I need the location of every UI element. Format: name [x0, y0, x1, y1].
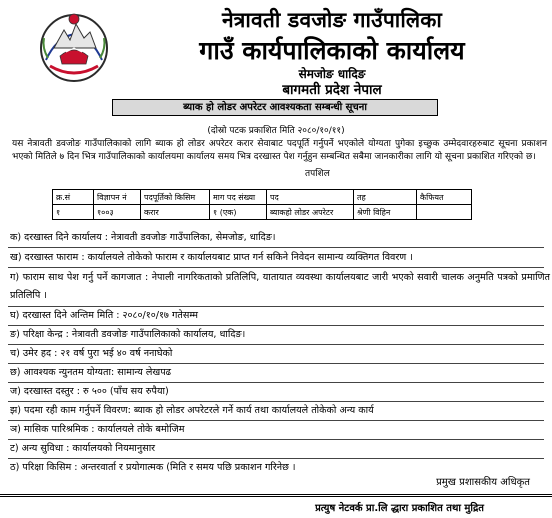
table-row	[53, 205, 472, 220]
list-item: ठ) परिक्षा किसिम : अन्तरवार्ता र प्रयोगात्मक (मिति र समय पछि प्रकाशन गरिनेछ ।	[10, 462, 296, 473]
signatory-title: प्रमुख प्रशासकीय अधिकृत	[436, 477, 530, 488]
intro-paragraph: यस नेत्रावती डवजोङ गाउँपालिकाको लागि ब्याक हो लोडर अपरेटर करार सेवाबाट पदपूर्ति गर्नुपर्ने भएकोले योग्यता पुगेका इच्छुक उम्मेदवारहरुबाट सूचना प्रकाशन भएको मितिले ७ दिन भित्र गाउँपालिकाको कार्यालयमा कार्यालय समय भित्र दरखास्त पेश गर्नुहुन सम्बन्धित सबैमा जानकारीका लागि यो सूचना प्रकाशित गरिएको छ।	[12, 139, 547, 162]
list-item: ङ) परिक्षा केन्द्र : नेत्रावती डवजोङ गाउँपालिकाको कार्यालय, धादिङ।	[10, 329, 246, 340]
table-cell: १ (एक)	[210, 205, 267, 220]
table-header: पदपूर्तिको किसिम	[141, 190, 210, 205]
table-header: तह	[354, 190, 417, 205]
municipality-name: नेत्रावती डवजोङ गाउँपालिका	[221, 8, 443, 32]
table-header: क्र.सं	[53, 190, 94, 205]
nepal-emblem-icon	[36, 8, 112, 84]
list-item: ख) दरखास्त फाराम : कार्यालयले तोकेको फाराम र कार्यालयबाट प्राप्त गर्न सकिने निवेदन सामान्य व्यक्तिगत विवरण ।	[10, 252, 413, 263]
list-item: ञ) मासिक पारिश्रमिक : कार्यालयले तोके बमोजिम	[10, 424, 185, 435]
office-address: सेमजोङ धादिङ	[298, 67, 366, 81]
list-item: ट) अन्य सुविधा : कार्यालयको नियमानुसार	[10, 443, 156, 454]
table-cell: १	[53, 205, 94, 220]
list-item: क) दरखास्त दिने कार्यालय : नेत्रावती डवजोङ गाउँपालिका, सेमजोङ, धादिङ।	[10, 232, 276, 243]
list-item: ज) दरखास्त दस्तुर : रु ५०० (पाँच सय रुपैया)	[10, 386, 169, 397]
table-header: कैफियत	[417, 190, 472, 205]
vacancy-table	[52, 189, 472, 220]
publisher-credit: प्रत्युष नेटवर्क प्रा.लि द्धारा प्रकाशित तथा मुद्रित	[315, 503, 484, 514]
table-cell: १००३	[94, 205, 141, 220]
details-heading: तपशिल	[305, 169, 330, 179]
table-cell: करार	[141, 205, 210, 220]
list-item: झ) पदमा रही काम गर्नुपर्ने विवरण: ब्याक हो लोडर अपरेटरले गर्ने कार्य तथा कार्यालयले तोकेको अन्य कार्य	[10, 405, 374, 416]
table-header: पद	[267, 190, 354, 205]
list-item: च) उमेर हद : २१ वर्ष पुरा भई ४० वर्ष ननाघेको	[10, 348, 173, 359]
table-cell	[417, 205, 472, 220]
notice-title: ब्याक हो लोडर अपरेटर आवश्यकता सम्बन्धी सूचना	[112, 99, 438, 116]
list-item: घ) दरखास्त दिने अन्तिम मिति : २०८०/१०/१७ गतेसम्म	[10, 310, 198, 321]
table-header: माग पद संख्या	[210, 190, 267, 205]
table-header-row	[53, 190, 472, 205]
table-cell: ब्याकहो लोडर अपरेटर	[267, 205, 354, 220]
office-name: गाउँ कार्यपालिकाको कार्यालय	[199, 36, 465, 65]
list-item: ग) फाराम साथ पेश गर्नु पर्ने कागजात : नेपाली नागरिकताको प्रतिलिपि, यातायात व्यवस्था कार्यालयबाट जारी भएको सवारी चालक अनुमति पत्रको प्रमाणित प्रतिलिपि ।	[10, 272, 550, 301]
footer	[0, 494, 552, 518]
publication-date: (दोस्रो पटक प्रकाशित मिति २०८०/१०/११)	[207, 126, 345, 136]
table-cell: श्रेणी विहिन	[354, 205, 417, 220]
province-name: बागमती प्रदेश नेपाल	[282, 82, 382, 98]
list-item: छ) आवश्यक न्युनतम योग्यता: सामान्य लेखपढ	[10, 367, 172, 378]
table-header: विज्ञापन नं	[94, 190, 141, 205]
